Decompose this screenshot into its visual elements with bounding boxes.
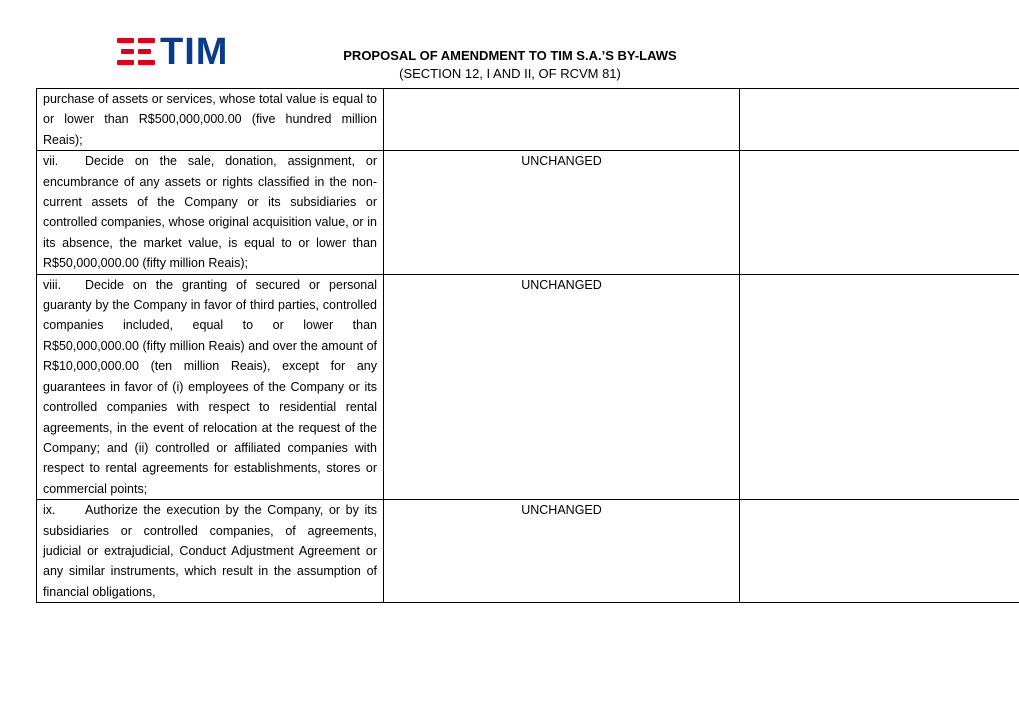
tim-logo-text: TIM bbox=[160, 31, 229, 73]
item-number: ix. bbox=[43, 503, 56, 518]
item-number: viii. bbox=[43, 277, 62, 292]
justification-cell bbox=[740, 274, 1019, 499]
document-title: PROPOSAL OF AMENDMENT TO TIM S.A.’S BY-LAWS bbox=[343, 48, 677, 63]
document-subtitle: (SECTION 12, I AND II, OF RCVM 81) bbox=[399, 66, 621, 81]
clause-text: purchase of assets or services, whose total value is equal to or lower than R$500,000,000.00 (five hundred million Reais); bbox=[43, 92, 377, 147]
current-text-cell bbox=[37, 274, 384, 499]
justification-cell bbox=[740, 151, 1019, 274]
amendment-text: UNCHANGED bbox=[521, 503, 602, 518]
amendment-cell bbox=[384, 151, 740, 274]
logo-bar bbox=[117, 60, 134, 65]
tim-logo bbox=[117, 31, 235, 73]
clause-text: Decide on the sale, donation, assignment, or encumbrance of any assets or rights classified in the non-current assets of the Company or its subsidiaries or controlled companies, whose original acquisition value, or in its absence, the market value, is equal to or lower than R$50,000,000.00 (fifty million Reais); bbox=[43, 154, 377, 271]
amendment-cell bbox=[384, 274, 740, 499]
logo-bar bbox=[138, 60, 155, 65]
logo-bar bbox=[117, 38, 134, 43]
justification-cell bbox=[740, 89, 1019, 151]
table-row bbox=[37, 274, 1019, 499]
table-row bbox=[37, 151, 1019, 274]
item-number: vii. bbox=[43, 154, 59, 169]
current-text-cell bbox=[37, 151, 384, 274]
amendment-text: UNCHANGED bbox=[521, 154, 602, 169]
table-row bbox=[37, 89, 1019, 151]
justification-cell bbox=[740, 500, 1019, 603]
tim-logo-bars bbox=[117, 36, 157, 68]
clause-text: Authorize the execution by the Company, or by its subsidiaries or controlled companies, of agreements, judicial or extrajudicial, Conduct Adjustment Agreement or any similar instruments, which result in the assumption of financial obligations, bbox=[43, 503, 377, 599]
amendment-cell bbox=[384, 500, 740, 603]
current-text-cell bbox=[37, 500, 384, 603]
bylaws-amendment-table bbox=[36, 88, 1019, 603]
clause-text: Decide on the granting of secured or personal guaranty by the Company in favor of third parties, controlled companies included, equal to or lower than R$50,000,000.00 (fifty million Reais) and over the amount of R$10,000,000.00 (ten million Reais), except for any guarantees in favor of (i) employees of the Company or its controlled companies with respect to residential rental agreements, in the event of relocation at the request of the Company; and (ii) controlled or affiliated companies with respect to rental agreements for establishments, stores or commercial points; bbox=[43, 277, 377, 496]
logo-bar bbox=[138, 38, 155, 43]
amendment-cell bbox=[384, 89, 740, 151]
logo-bar bbox=[121, 49, 134, 54]
table-row bbox=[37, 500, 1019, 603]
current-text-cell bbox=[37, 89, 384, 151]
amendment-text: UNCHANGED bbox=[521, 277, 602, 292]
logo-bar bbox=[138, 49, 151, 54]
